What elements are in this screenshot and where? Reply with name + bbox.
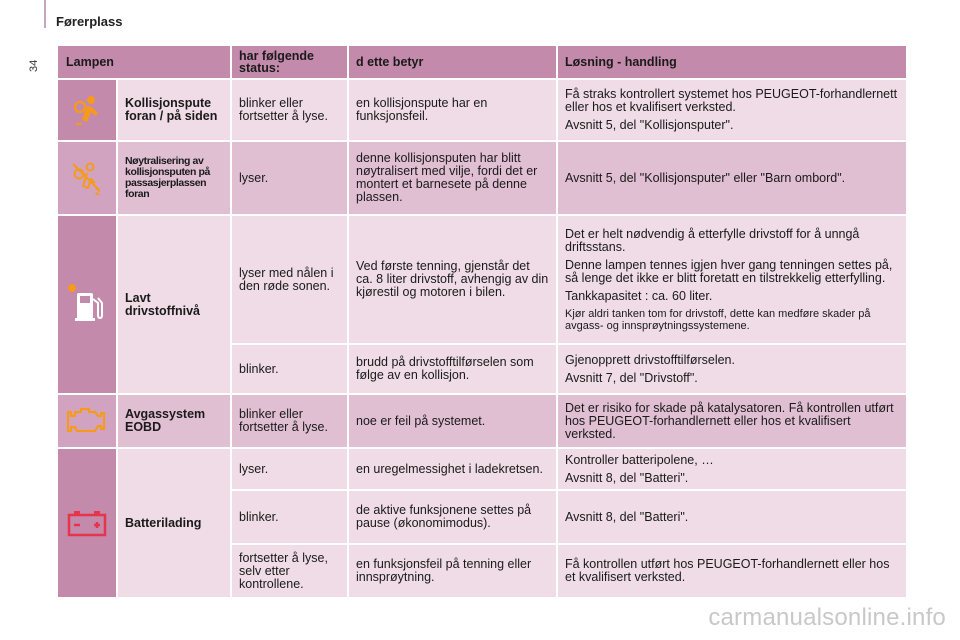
meaning-text: noe er feil på systemet. xyxy=(349,395,556,447)
solution-line: Avsnitt 8, del "Batteri". xyxy=(565,509,689,524)
lamp-name: Batterilading xyxy=(118,449,230,597)
svg-text:2: 2 xyxy=(95,187,101,198)
table-row xyxy=(58,449,906,489)
solution-line: Kontroller batteripolene, … xyxy=(565,452,714,467)
warning-lamp-table xyxy=(56,44,908,599)
solution-line: Avsnitt 5, del "Kollisjonsputer". xyxy=(565,118,734,132)
lamp-name: Avgassystem EOBD xyxy=(118,395,230,447)
table-row xyxy=(58,395,906,447)
solution-line: Denne lampen tennes igjen hver gang tenningen settes på, så lenge det ikke er blitt foretatt en tilstrekkelig etterfylling. xyxy=(565,257,893,285)
table-header-row xyxy=(58,46,906,78)
solution-line: Avsnitt 8, del "Batteri". xyxy=(565,470,689,485)
solution-text xyxy=(558,216,906,343)
header-status: har følgende status: xyxy=(232,46,347,78)
status-text: lyser. xyxy=(232,449,347,489)
watermark: carmanualsonline.info xyxy=(708,604,946,631)
solution-line: Få kontrollen utført hos PEUGEOT-forhandlernett eller hos et kvalifisert verksted. xyxy=(565,557,890,584)
meaning-text: en funksjonsfeil på tenning eller innsprøytning. xyxy=(349,545,556,597)
table-row xyxy=(58,216,906,343)
meaning-text: en kollisjonspute har en funksjonsfeil. xyxy=(349,80,556,140)
page-number: 34 xyxy=(28,59,40,72)
table-row xyxy=(58,142,906,214)
meaning-text: Ved første tenning, gjenstår det ca. 8 liter drivstoff, avhengig av din kjørestil og motoren i bilen. xyxy=(349,216,556,343)
lamp-icon-cell xyxy=(58,80,116,140)
engine-check-icon xyxy=(65,404,109,438)
solution-text xyxy=(558,80,906,140)
section-marker-bar xyxy=(44,0,46,28)
solution-text xyxy=(558,142,906,214)
solution-text xyxy=(558,491,906,543)
section-title: Førerplass xyxy=(56,14,123,29)
solution-line: Tankkapasitet : ca. 60 liter. xyxy=(565,288,713,303)
lamp-icon-cell xyxy=(58,142,116,214)
solution-text xyxy=(558,345,906,393)
lamp-name: Nøytralisering av kollisjonsputen på passasjerplassen foran xyxy=(118,142,230,214)
lamp-name: Lavt drivstoffnivå xyxy=(118,216,230,393)
lamp-name: Kollisjonspute foran / på siden xyxy=(118,80,230,140)
solution-line: Avsnitt 7, del "Drivstoff". xyxy=(565,370,698,385)
fuel-pump-icon xyxy=(65,283,109,327)
status-text: blinker. xyxy=(232,345,347,393)
solution-text xyxy=(558,395,906,447)
lamp-icon-cell xyxy=(58,449,116,597)
solution-line: Det er helt nødvendig å etterfylle drivstoff for å unngå driftsstans. xyxy=(565,226,860,254)
status-text: lyser med nålen i den røde sonen. xyxy=(232,216,347,343)
airbag-off-icon xyxy=(67,90,107,130)
header-solution: Løsning - handling xyxy=(558,46,906,78)
solution-line: Det er risiko for skade på katalysatoren. Få kontrollen utført hos PEUGEOT-forhandlernett eller hos et kvalifisert verksted. xyxy=(565,400,894,441)
status-text: blinker. xyxy=(232,491,347,543)
meaning-text: brudd på drivstofftilførselen som følge av en kollisjon. xyxy=(349,345,556,393)
table-row xyxy=(58,80,906,140)
header-meaning: d ette betyr xyxy=(349,46,556,78)
meaning-text: de aktive funksjonene settes på pause (økonomimodus). xyxy=(349,491,556,543)
lamp-icon-cell xyxy=(58,216,116,393)
solution-text xyxy=(558,449,906,489)
solution-text xyxy=(558,545,906,597)
status-text: lyser. xyxy=(232,142,347,214)
solution-line: Få straks kontrollert systemet hos PEUGEOT-forhandlernett eller hos et kvalifisert verksted. xyxy=(565,87,898,114)
meaning-text: en uregelmessighet i ladekretsen. xyxy=(349,449,556,489)
passenger-airbag-deactivated-icon xyxy=(67,158,107,198)
lamp-icon-cell xyxy=(58,395,116,447)
status-text: fortsetter å lyse, selv etter kontrollene. xyxy=(232,545,347,597)
solution-line: Kjør aldri tanken tom for drivstoff, dette kan medføre skader på avgass- og innsprøytningssystemene. xyxy=(565,307,871,332)
meaning-text: denne kollisjonsputen har blitt nøytralisert med vilje, fordi det er montert et barnesete på denne plassen. xyxy=(349,142,556,214)
status-text: blinker eller fortsetter å lyse. xyxy=(232,395,347,447)
battery-icon xyxy=(65,508,109,538)
status-text: blinker eller fortsetter å lyse. xyxy=(232,80,347,140)
header-lamp: Lampen xyxy=(58,46,230,78)
solution-line: Gjenopprett drivstofftilførselen. xyxy=(565,352,735,367)
solution-line: Avsnitt 5, del "Kollisjonsputer" eller "Barn ombord". xyxy=(565,170,846,185)
